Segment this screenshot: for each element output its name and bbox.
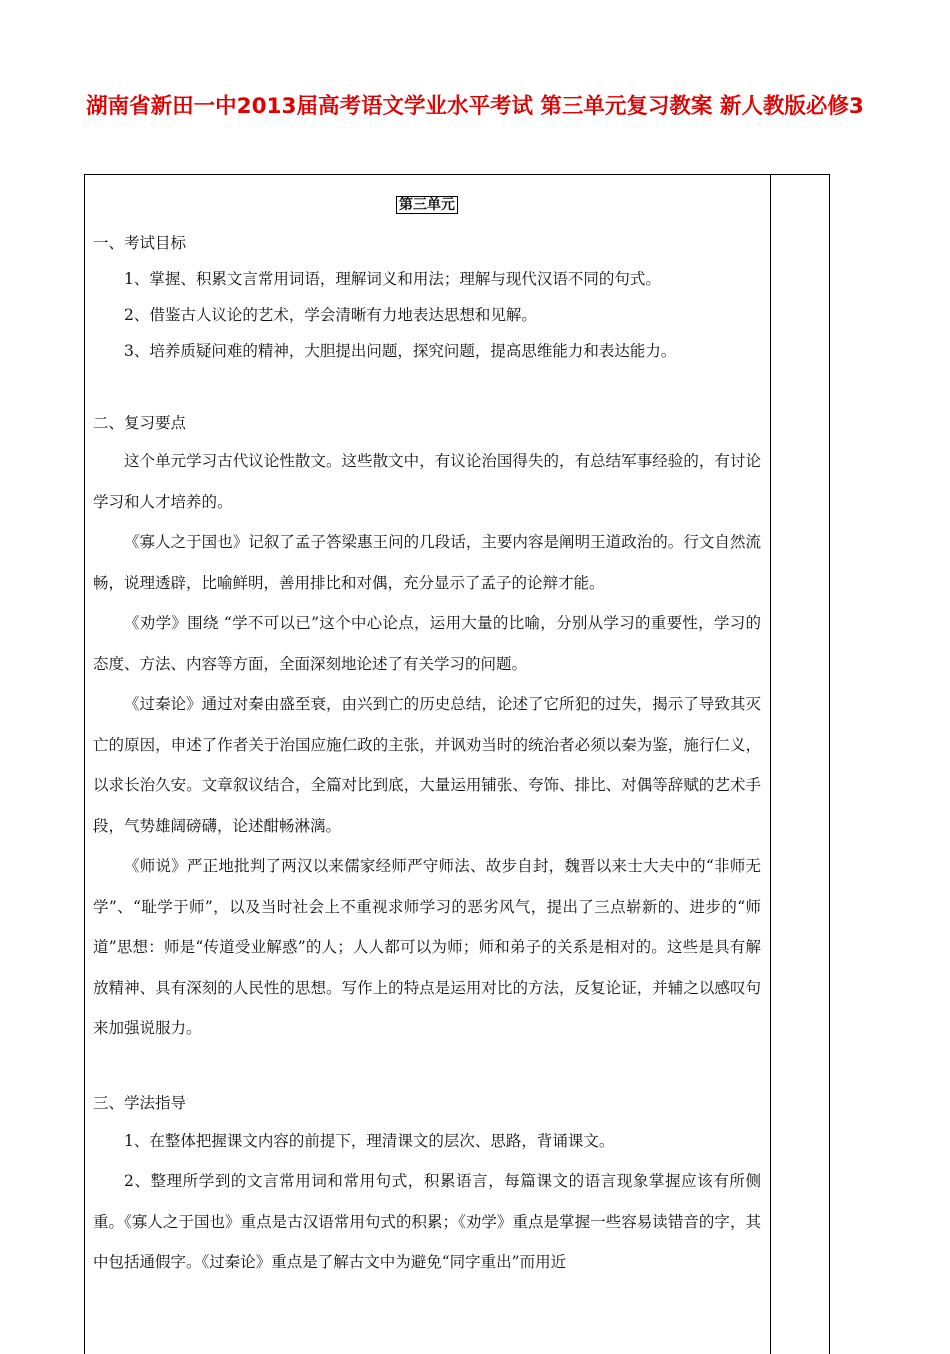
lesson-content [93, 188, 761, 1283]
review-paragraph: 《过秦论》通过对秦由盛至衰，由兴到亡的历史总结，论述了它所犯的过失，揭示了导致其灭亡的原因，申述了作者关于治国应施仁政的主张，并讽劝当时的统治者必须以秦为鉴，施行仁义，以求长治久安。文章叙议结合，全篇对比到底，大量运用铺张、夸饰、排比、对偶等辞赋的艺术手段，气势雄阔磅礴，论述酣畅淋漓。 [93, 695, 761, 835]
method-paragraph: 1、在整体把握课文内容的前提下，理清课文的层次、思路，背诵课文。 [124, 1131, 615, 1150]
table-column-divider [770, 174, 771, 1354]
method-paragraph: 2、整理所学到的文言常用词和常用句式，积累语言，每篇课文的语言现象掌握应该有所侧重。《寡人之于国也》重点是古汉语常用句式的积累；《劝学》重点是掌握一些容易读错音的字，其中包括通假字。《过秦论》重点是了解古文中为避免“同字重出”而用近 [93, 1172, 761, 1271]
section-heading-goals: 一、考试目标 [93, 234, 187, 252]
review-paragraph: 《劝学》围绕 “学不可以已”这个中心论点，运用大量的比喻，分别从学习的重要性，学习的态度、方法、内容等方面，全面深刻地论述了有关学习的问题。 [93, 614, 761, 673]
review-paragraph: 《寡人之于国也》记叙了孟子答梁惠王问的几段话，主要内容是阐明王道政治的。行文自然流畅，说理透辟，比喻鲜明，善用排比和对偶，充分显示了孟子的论辩才能。 [93, 533, 761, 592]
section-heading-method: 三、学法指导 [93, 1093, 187, 1112]
section-heading-review: 二、复习要点 [93, 414, 187, 432]
goal-item: 3、培养质疑问难的精神，大胆提出问题，探究问题，提高思维能力和表达能力。 [124, 342, 677, 360]
review-paragraph: 这个单元学习古代议论性散文。这些散文中，有议论治国得失的，有总结军事经验的，有讨论学习和人才培养的。 [93, 452, 761, 511]
unit-title-text: 第三单元 [396, 196, 458, 214]
review-paragraph: 《师说》严正地批判了两汉以来儒家经师严守师法、故步自封，魏晋以来士大夫中的“非师无学”、“耻学于师”，以及当时社会上不重视求师学习的恶劣风气，提出了三点崭新的、进步的“师道”思想：师是“传道受业解惑”的人；人人都可以为师；师和弟子的关系是相对的。这些是具有解放精神、具有深刻的人民性的思想。写作上的特点是运用对比的方法，反复论证，并辅之以感叹句来加强说服力。 [93, 857, 761, 1037]
goal-item: 1、掌握、积累文言常用词语，理解词义和用法；理解与现代汉语不同的句式。 [124, 270, 661, 288]
unit-title [93, 188, 761, 221]
document-title: 湖南省新田一中2013届高考语文学业水平考试 第三单元复习教案 新人教版必修3 [86, 94, 864, 119]
goal-item: 2、借鉴古人议论的艺术，学会清晰有力地表达思想和见解。 [124, 306, 537, 324]
